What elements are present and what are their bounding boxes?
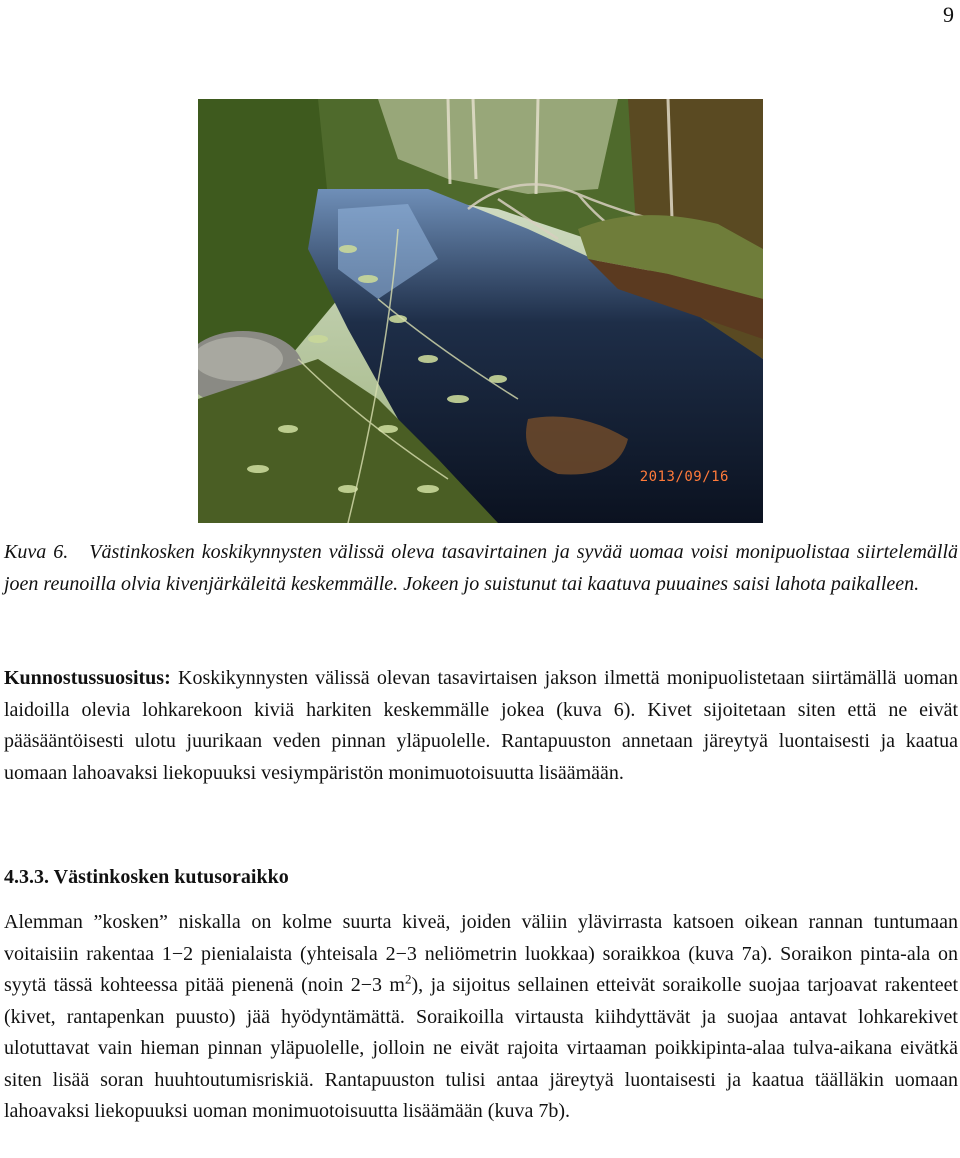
section-paragraph bbox=[4, 907, 958, 1128]
section-text-part2: ), ja sijoitus sellainen etteivät soraikolle suojaa tarjoavat rakenteet (kivet, rantapenkan puusto) jää hyödyntämättä. Soraikoilla virtausta kiihdyttävät ja suojaa antavat lohkarekivet ulotuttavat vain hieman pinnan yläpuolelle, jolloin ne eivät rajoita virtaaman poikkipinta-alaa tulva-aikana eivätkä siten lisää soran huuhtoutumisriskiä. Rantapuuston tulisi antaa järeytyä luontaisesti ja kaatua täälläkin uomaan lahoavaksi liekopuuksi uoman monimuotoisuutta lisäämään (kuva 7b). bbox=[4, 974, 958, 1122]
recommendation-text: Koskikynnysten välissä olevan tasavirtaisen jakson ilmettä monipuolistetaan siirtämällä uoman laidoilla olevia lohkarekoon kiviä harkiten keskemmälle jokea (kuva 6). Kivet sijoitetaan siten että ne eivät pääsääntöisesti ulotu juurikaan veden pinnan yläpuolelle. Rantapuuston annetaan järeytyä luontaisesti ja kaatua uomaan lahoavaksi liekopuuksi vesiympäristön monimuotoisuutta lisäämään. bbox=[4, 667, 959, 784]
recommendation-paragraph bbox=[4, 663, 958, 789]
river-photo-illustration bbox=[198, 99, 763, 523]
recommendation-label: Kunnostussuositus: bbox=[4, 667, 171, 689]
section-heading: 4.3.3. Västinkosken kutusoraikko bbox=[4, 866, 289, 888]
date-stamp: 2013/09/16 bbox=[639, 469, 729, 485]
page-number: 9 bbox=[943, 2, 954, 27]
superscript-2: 2 bbox=[405, 971, 412, 987]
section-text-part1: Alemman ”kosken” niskalla on kolme suurta kiveä, joiden väliin ylävirrasta katsoen oikean rannan tuntumaan voitaisiin rakentaa 1−2 pienialaista (yhteisala 2−3 neliömetrin luokkaa) soraikkoa (kuva 7a). Soraikon pinta-ala on syytä tässä kohteessa pitää pienenä (noin 2−3 m bbox=[4, 911, 958, 996]
caption-text: Västinkosken koskikynnysten välissä oleva tasavirtainen ja syvää uomaa voisi monipuolistaa siirtelemällä joen reunoilla olvia kivenjärkäleitä keskemmälle. Jokeen jo suistunut tai kaatuva puuaines saisi lahota paikalleen. bbox=[4, 541, 959, 595]
caption-label: Kuva 6. bbox=[4, 541, 69, 563]
river-photo bbox=[198, 99, 763, 523]
figure-caption bbox=[4, 537, 958, 600]
